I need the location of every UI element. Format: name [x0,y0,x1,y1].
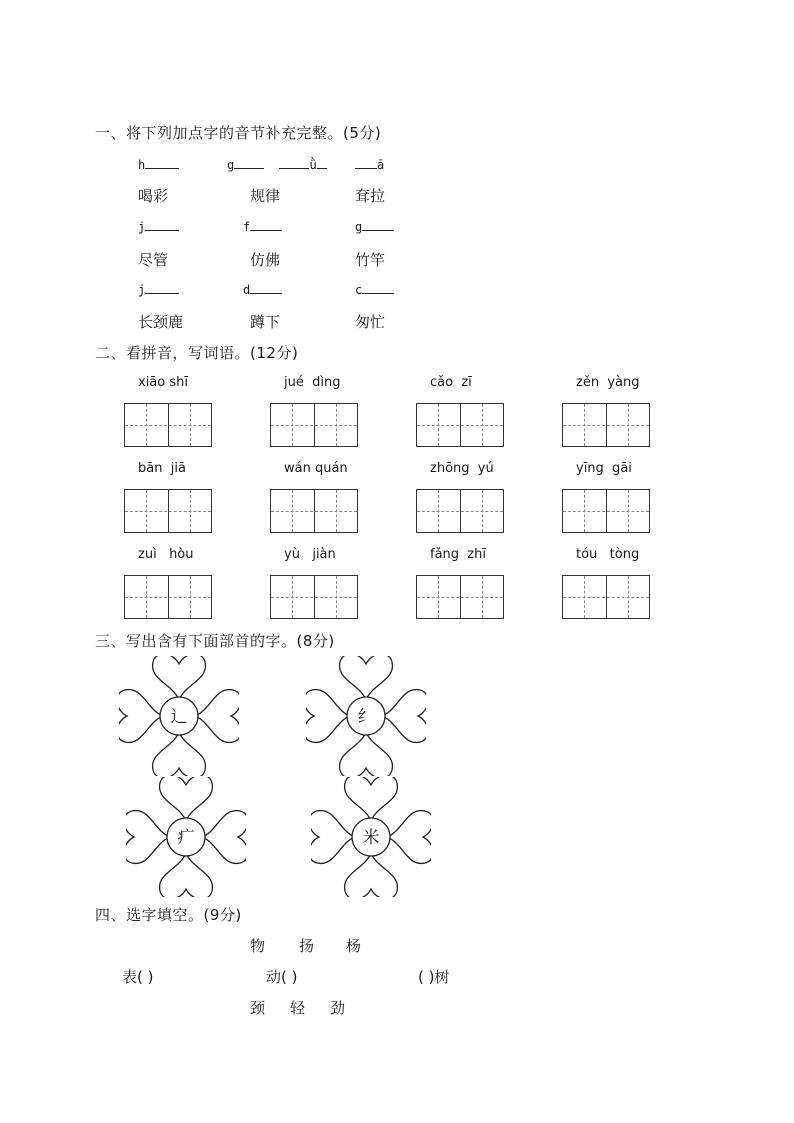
radical-flower[interactable] [306,656,426,776]
syllable-suffix: ā [377,158,385,172]
pinyin-label: zuì hòu [138,547,194,562]
flower-petal[interactable] [345,853,398,897]
writing-grid[interactable] [562,575,650,619]
choice-char: 劲 [330,999,346,1017]
pinyin-label: fǎng zhī [430,547,486,562]
section-1-title: 一、将下列加点字的音节补充完整。(5分) [95,124,382,142]
word-item: 规律 [250,187,281,205]
flower-petal[interactable] [153,732,206,776]
writing-grid[interactable] [124,403,212,447]
word-item: 长颈鹿 [138,313,184,331]
syllable-blank[interactable] [355,219,394,234]
choice-char: 轻 [290,999,306,1017]
word-item: 仿佛 [250,251,281,269]
writing-grid[interactable] [124,489,212,533]
flower-petal[interactable] [340,656,393,700]
pinyin-label: xiāo shī [138,375,188,390]
writing-grid[interactable] [270,575,358,619]
pinyin-label: yù jiàn [284,547,336,562]
flower-petal[interactable] [345,777,398,821]
syllable-suffix: ǜ [309,158,317,172]
choice-char: 物 [250,937,266,955]
fill-blank-item[interactable]: 表( ) [122,968,154,986]
flower-petal[interactable] [382,690,426,743]
syllable-prefix: c [355,283,363,297]
radical-char: 米 [362,828,380,848]
flower-petal[interactable] [311,811,355,864]
radical-char: 纟 [357,707,375,727]
writing-grid[interactable] [416,489,504,533]
pinyin-label: bān jiā [138,461,186,476]
writing-grid[interactable] [416,575,504,619]
pinyin-label: jué dìng [284,375,341,390]
section-2-title: 二、看拼音，写词语。(12分) [95,344,299,362]
syllable-prefix: d [243,283,251,297]
flower-petal[interactable] [119,690,163,743]
word-item: 耷拉 [355,187,386,205]
writing-grid[interactable] [270,489,358,533]
syllable-prefix: j [138,220,146,234]
flower-petal[interactable] [306,690,350,743]
fill-blank-item[interactable]: 动( ) [266,968,298,986]
radical-flower[interactable] [119,656,239,776]
syllable-blank[interactable] [138,282,179,297]
flower-petal[interactable] [160,853,213,897]
syllable-blank[interactable] [227,157,327,172]
section-3-title: 三、写出含有下面部首的字。(8分) [95,632,335,650]
pinyin-label: zhōng yú [430,461,494,476]
writing-grid[interactable] [562,489,650,533]
syllable-blank[interactable] [243,282,282,297]
flower-petal[interactable] [340,732,393,776]
writing-grid[interactable] [416,403,504,447]
radical-char: 辶 [170,707,188,727]
word-item: 竹竿 [355,251,386,269]
radical-flower[interactable] [126,777,246,897]
syllable-blank[interactable] [243,219,282,234]
syllable-blank[interactable] [355,282,394,297]
radical-char: 疒 [177,828,195,848]
writing-grid[interactable] [124,575,212,619]
pinyin-label: cǎo zī [430,375,472,390]
word-item: 尽管 [138,251,169,269]
writing-grid[interactable] [270,403,358,447]
pinyin-label: wán quán [284,461,348,476]
syllable-prefix: j [138,283,146,297]
syllable-prefix: g [355,220,363,234]
writing-grid[interactable] [562,403,650,447]
choice-char: 扬 [299,937,315,955]
choice-char: 杨 [346,937,362,955]
syllable-blank[interactable] [138,157,179,172]
word-item: 蹲下 [250,313,281,331]
radical-flower[interactable] [311,777,431,897]
syllable-prefix: f [243,220,251,234]
flower-petal[interactable] [160,777,213,821]
flower-petal[interactable] [126,811,170,864]
flower-petal[interactable] [387,811,431,864]
syllable-prefix: g [227,158,235,172]
word-item: 匆忙 [355,313,386,331]
syllable-blank[interactable] [355,157,384,172]
section-4-title: 四、选字填空。(9分) [95,906,242,924]
flower-petal[interactable] [153,656,206,700]
word-item: 喝彩 [138,187,169,205]
syllable-blank[interactable] [138,219,179,234]
pinyin-label: yīng gāi [576,461,632,476]
pinyin-label: tóu tòng [576,547,640,562]
flower-petal[interactable] [195,690,239,743]
pinyin-label: zěn yàng [576,375,640,390]
flower-petal[interactable] [202,811,246,864]
choice-char: 颈 [250,999,266,1017]
syllable-prefix: h [138,158,146,172]
fill-blank-item[interactable]: ( )树 [418,968,450,986]
